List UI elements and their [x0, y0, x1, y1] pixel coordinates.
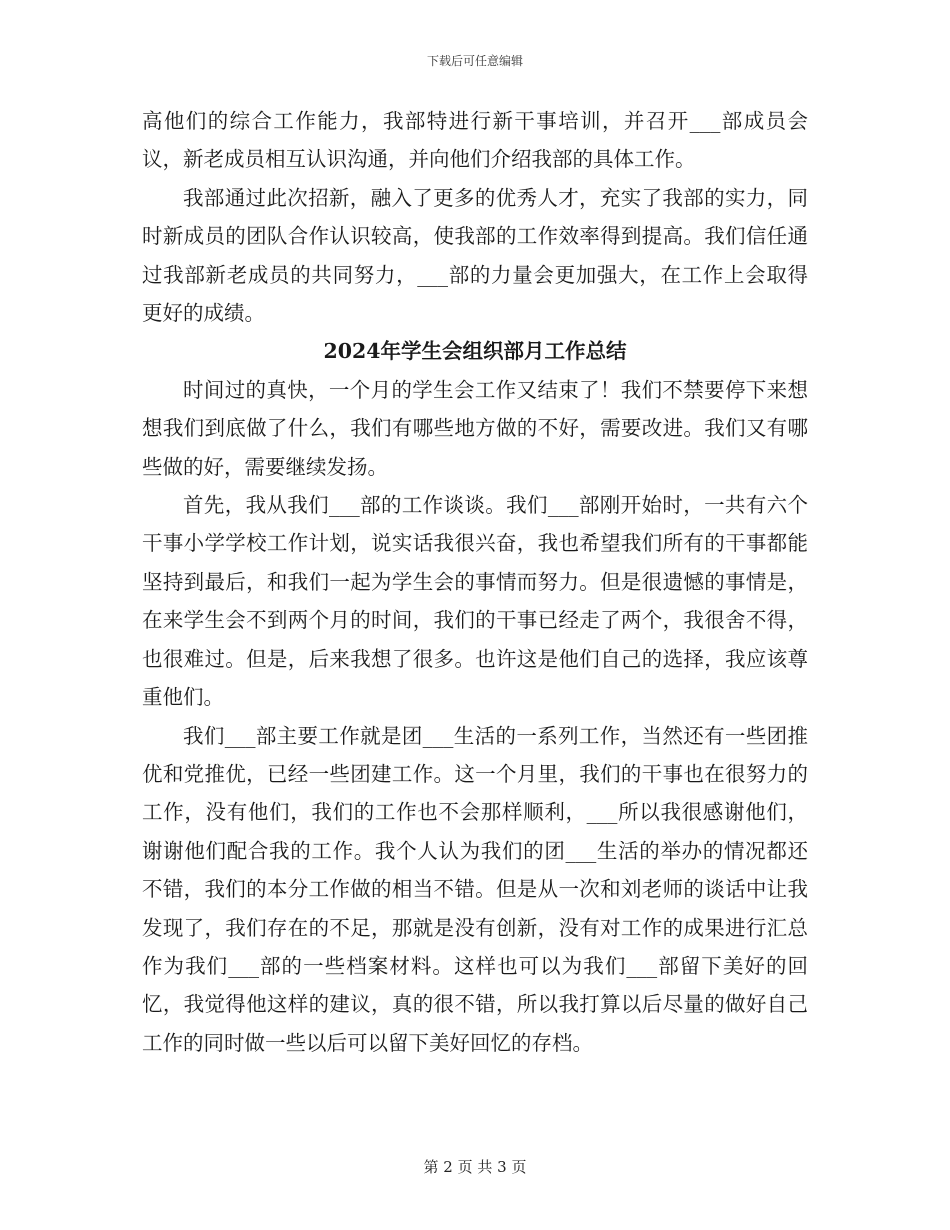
paragraph: 首先，我从我们___部的工作谈谈。我们___部刚开始时，一共有六个干事小学学校工作计划，说实话我很兴奋，我也希望我们所有的干事都能坚持到最后，和我们一起为学生会的事情而努力。但是很遗憾的事情是，在来学生会不到两个月的时间，我们的干事已经走了两个，我很舍不得，也很难过。但是，后来我想了很多。也许这是他们自己的选择，我应该尊重他们。 [142, 493, 808, 710]
document-body [142, 102, 808, 1062]
section-title: 2024年学生会组织部月工作总结 [323, 339, 627, 364]
paragraph-continued: 高他们的综合工作能力，我部特进行新干事培训，并召开___部成员会议，新老成员相互认识沟通，并向他们介绍我部的具体工作。 [142, 109, 808, 172]
page-number-footer: 第 2 页 共 3 页 [423, 1158, 527, 1176]
paragraph: 我部通过此次招新，融入了更多的优秀人才，充实了我部的实力，同时新成员的团队合作认识较高，使我部的工作效率得到提高。我们信任通过我部新老成员的共同努力，___部的力量会更加强大，在工作上会取得更好的成绩。 [142, 185, 808, 326]
page-header: 下载后可任意编辑 [426, 54, 523, 68]
paragraph: 我们___部主要工作就是团___生活的一系列工作，当然还有一些团推优和党推优，已经一些团建工作。这一个月里，我们的干事也在很努力的工作，没有他们，我们的工作也不会那样顺利，___所以我很感谢他们，谢谢他们配合我的工作。我个人认为我们的团___生活的举办的情况都还不错，我们的本分工作做的相当不错。但是从一次和刘老师的谈话中让我发现了，我们存在的不足，那就是没有创新，没有对工作的成果进行汇总作为我们___部的一些档案材料。这样也可以为我们___部留下美好的回忆，我觉得他这样的建议，真的很不错，所以我打算以后尽量的做好自己工作的同时做一些以后可以留下美好回忆的存档。 [142, 723, 808, 1055]
paragraph: 时间过的真快，一个月的学生会工作又结束了！我们不禁要停下来想想我们到底做了什么，我们有哪些地方做的不好，需要改进。我们又有哪些做的好，需要继续发扬。 [142, 377, 808, 479]
